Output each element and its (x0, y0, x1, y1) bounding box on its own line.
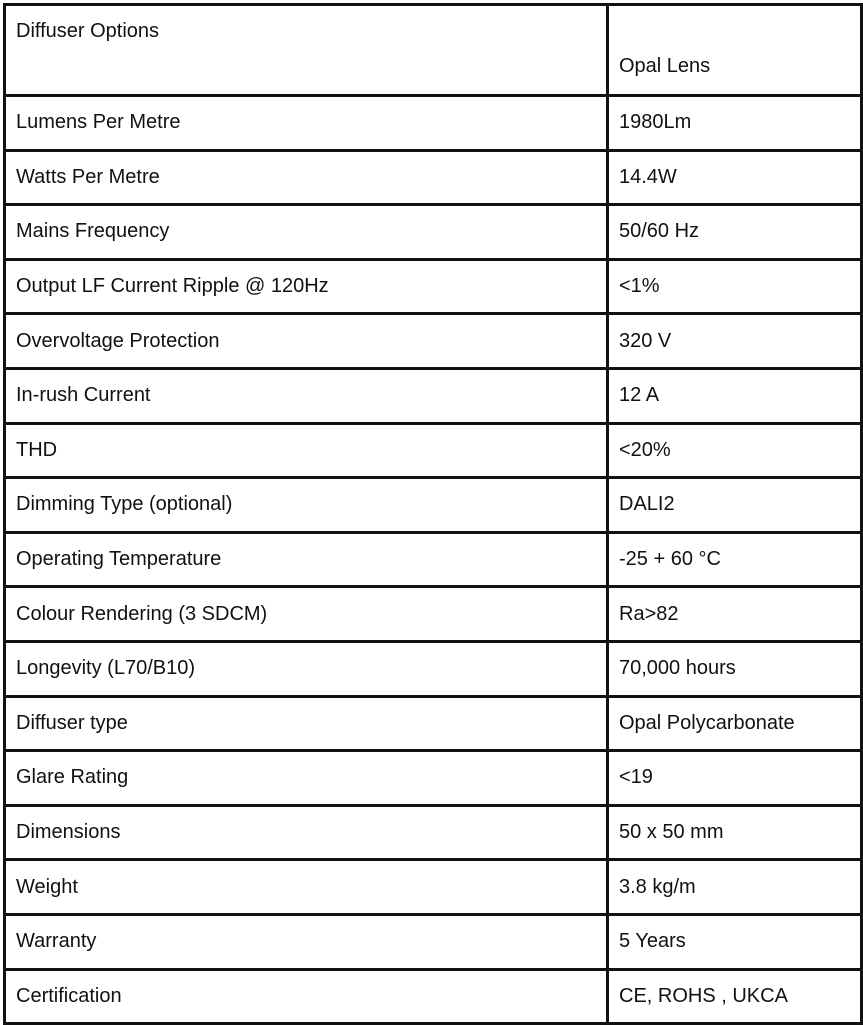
table-row (5, 587, 862, 642)
table-row (5, 696, 862, 751)
table-row (5, 259, 862, 314)
table-row (5, 150, 862, 205)
row-value: 12 A (608, 368, 862, 423)
row-value: 70,000 hours (608, 641, 862, 696)
row-label: Watts Per Metre (5, 150, 608, 205)
row-label: Overvoltage Protection (5, 314, 608, 369)
row-label: Lumens Per Metre (5, 96, 608, 151)
table-row (5, 314, 862, 369)
row-label: Longevity (L70/B10) (5, 641, 608, 696)
row-label: Glare Rating (5, 751, 608, 806)
row-label: Certification (5, 969, 608, 1024)
row-value: 50/60 Hz (608, 205, 862, 260)
row-value: Opal Polycarbonate (608, 696, 862, 751)
table-row (5, 96, 862, 151)
row-label: Dimming Type (optional) (5, 478, 608, 533)
table-row-diffuser-options (5, 5, 862, 96)
row-value: 50 x 50 mm (608, 805, 862, 860)
row-label: Diffuser type (5, 696, 608, 751)
row-label: Mains Frequency (5, 205, 608, 260)
row-label: Output LF Current Ripple @ 120Hz (5, 259, 608, 314)
table-row (5, 805, 862, 860)
row-label: Operating Temperature (5, 532, 608, 587)
row-value: 14.4W (608, 150, 862, 205)
table-row (5, 860, 862, 915)
table-row (5, 368, 862, 423)
table-row (5, 478, 862, 533)
table-row (5, 751, 862, 806)
table-row (5, 205, 862, 260)
row-value: Ra>82 (608, 587, 862, 642)
row-value: DALI2 (608, 478, 862, 533)
row-label: Colour Rendering (3 SDCM) (5, 587, 608, 642)
row-value: 320 V (608, 314, 862, 369)
table-row (5, 914, 862, 969)
row-value: <1% (608, 259, 862, 314)
row-label: Dimensions (5, 805, 608, 860)
row-value: <20% (608, 423, 862, 478)
row-value: 1980Lm (608, 96, 862, 151)
row-label: THD (5, 423, 608, 478)
row-value: <19 (608, 751, 862, 806)
row-label: Warranty (5, 914, 608, 969)
table-row (5, 969, 862, 1024)
row-value: 5 Years (608, 914, 862, 969)
row-label: In-rush Current (5, 368, 608, 423)
spec-table-body (5, 5, 862, 1024)
row-label: Weight (5, 860, 608, 915)
spec-table (3, 3, 863, 1025)
row-label: Diffuser Options (5, 5, 608, 96)
row-value: CE, ROHS , UKCA (608, 969, 862, 1024)
table-row (5, 532, 862, 587)
table-row (5, 423, 862, 478)
row-value: -25 + 60 °C (608, 532, 862, 587)
table-row (5, 641, 862, 696)
row-value: 3.8 kg/m (608, 860, 862, 915)
row-value: Opal Lens (608, 5, 862, 96)
